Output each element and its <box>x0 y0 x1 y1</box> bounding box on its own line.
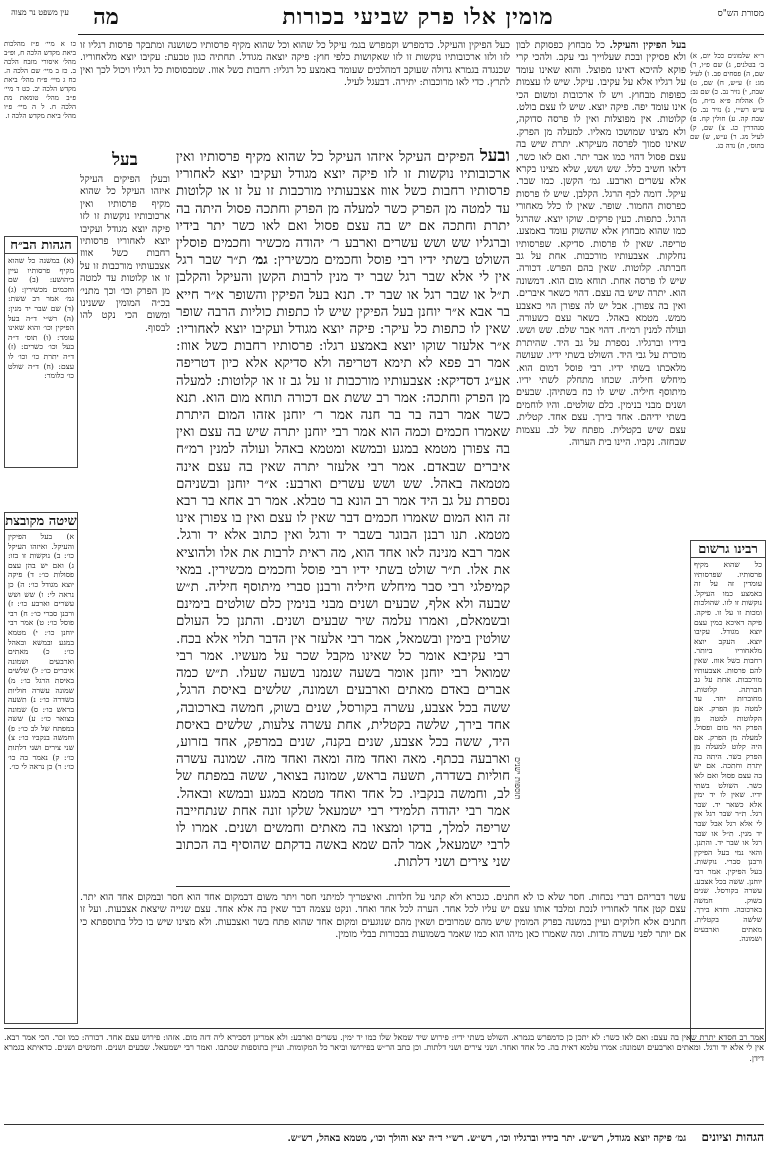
gemara-divider <box>176 886 510 887</box>
hagahot-vetziyunim-text: גמ׳ פיקה יוצא מגודל, רש״ש. יתר בידיו וברגליו וכו׳, רש״ש. רש״י ד״ה יצא והולך וכו׳, מטמא באהל, רש״ש. <box>287 1133 687 1144</box>
footnotes-divider <box>4 1028 764 1029</box>
tosafot-bottom-block <box>80 892 686 1024</box>
mishnah-text: הפיקים העיקל איזהו העיקל כל שהוא מקיף פרסותיו ואין ארכובותיו נוקשות זו לזו פיקה יוצא מגודל ועקיבו יוצא לאחוריו פרסותיו רחבות כשל אווז אצבעותיו מורכבות זו על זו או קלוטות עד למטה מן הפרק כשר למעלה מן הפרק וחתכה פסול היתה בה יתרת וחתכה אם יש בה עצם פסול ואם לאו כשר יתר בידיו וברגליו שש ושש עשרים וארבע ר׳ יהודה מכשיר וחכמים פוסלין השולט בשתי ידיו רבי פוסל וחכמים מכשירין: <box>176 150 510 269</box>
footnotes-text: אמר רב חסדא יתרת שאין בה עצם: ואם לאו כשר: לא יתכן כן כדמפרש בגמרא. השולט בשתי ידיו: פירוש שיד שמאל שלו כמו יד ימין. עשרים וארבע: ולא אמרינן דסבירא ליה דזה מום. אזהו: פירוש עצם אחד. דכורה: כמו זכר. הכי אמר רבא. אין לי אלא יד ורגל. ומאתים וארבעים ושמונה: אמרו עלמא דאית בה. כל אחד ואחד. ושני צירים ושני דלתות. וכן כתב הר״ש בפירושו וביאר כל המקומות. ועיין בתוספות שכתבו. ואמר רבי ישמעאל. שבעים ושנים. וחמשים ושנים. כדאיתא בגמרא דידן. <box>4 1032 764 1063</box>
masoret-text: ר״א שלמונים ככל יום, א) ב׳ בטלנים, ג) שם פ״ו, ד) שם, ה) פסחים פב. ו) לעיל מג: ז) ע״ש, ח) שם, ט) שבת, י) נזיר נב. כ) שם נב: ל) אהלות פ״א מ״ח, מ) ע״ש רש״י, נ) נזיר נב. ס) שבת קה. ע) חולין קח. פ) סנהדרין כג. צ) שם, ק) לעיל מג. ר) ע״ש, ש) שם בתוס׳, ת) נדה כג. <box>690 52 764 150</box>
page-number: מה <box>93 4 119 30</box>
hagahot-vetziyunim <box>4 1130 764 1145</box>
running-title: מומין אלו פרק שביעי בכורות <box>282 4 554 30</box>
rabbeinu-gershom-title: רבינו גרשום <box>691 541 765 558</box>
rabbeinu-gershom-text: כל שהוא מקיף פרסותיו. שפרסותיו עומדין זה על זה באמצע כמו העיקל. נוקשות זו לזו. שהולכות ומכות זו על זו. פיקה. פיקה דאיכא כמין עצם יוצא מגודל. עקיבו יוצא. העקב יוצא מלאחוריו ביותר. רחבות כשל אווז. שאין להם פרסות. אצבעותיו מורכבות. אחת על גב חברתה. קלוטות. מחוברות יחד. עד למטה מן הפרק. אם הקלוטות למטה מן הפרק הוי מום ופסול. למעלה מן הפרק. אם היה קלוט למעלה מן הפרק כשר. היתה בה יתרת וחתכה. אם יש בה עצם פסול ואם לאו כשר. השולט בשתי ידיו. שאין לו יד ימין אלא כשאר יד. שבר רגל. ת״ר שבר רגל אין לי אלא רגל אבל שבר יד מנין. ת״ל או שבר רגל או שבר יד. והתנן. והאי נמי בעל הפיקין ורבנן סברי. נוקשות. בעל הפיקין. אמר רבי יוחנן. ששה בכל אצבע. עשרה בקורסל. שנים בשוק. חמשה בארכובה. וחדא בירך. שלשה בקטלית. מאתים וארבעים ושמונה. <box>694 560 762 944</box>
ein-mishpat-text: כו א מיי׳ פ״ז מהלכות ביאת מקדש הלכה ח, ופ״ב מהל׳ איסורי מזבח הלכה ב. כז ב מיי׳ שם הלכה ה. כח ג מיי׳ פ״ח מהל׳ ביאת מקדש הלכה יב. כט ד מיי׳ פ״ב מהל׳ טומאת מת הלכה ח. ל ה מיי׳ פ״ו מהל׳ ביאת מקדש הלכה ז. <box>4 40 76 120</box>
ein-mishpat-header: עין משפט נר מצוה <box>11 8 69 17</box>
rashi-block <box>516 40 686 1040</box>
tosafot-top-block <box>80 40 510 144</box>
shita-mekubetzet-title: שיטה מקובצת <box>5 514 77 529</box>
hagahot-habach-box <box>4 236 78 468</box>
hagahot-footer-divider <box>4 1124 764 1125</box>
hagahot-habach-title: הגהות הב״ח <box>5 237 77 254</box>
rashi-text: כל מבחוץ כפסוקת לבון ולא פסיקין ובכת שעלוייך גבי עקב. ולהכי קרי פוקא להיכא דאינו מפוצל. והוא שאינו עומד על רגליו אלא על עקיבו. עיקל. שיש לו עצמות כפופות מבחוץ. ויש לו ארכובות ומשום הכי אינו עומד יפה. פיקה יוצא. שיש לו עצם בולט. קלוטות. אין מפוצלות ואין לו פרסה סדוקה, ולא מצינו שמושכו מאליו. למעלה מן הפרק. שאינו סמוך לפרסה מעיקרא. יתרת שיש בה עצם פסול דהוי כמו אבר יתר. ואם לאו כשר, דלאו חשיב כלל. שש ושש, שלא מצינו בקרא אלא עשרים וארבע. גמ׳ הקשן. כמו שבר. עיקל. דומה לכף הרגל. הקלבן. שיש לו פרסות כפרסות החמור. שופר. שאין לו כלל מאחורי הרגל. כתפות. כעין פרקים. שוקו יוצא. שהרגל כמו שהוא מבחוץ אלא שהשוק עומד באמצע. טריפה. שאין לו פרסות. סדיקא. שפרסותיו נחלקות. אצבעותיו מורכבות. אחת על גב חברתה. קלוטות. שאין בהם הפרש. דכורה. שיש לו פרסה אחת. תוחא מום הוא. דמשונה הוא. יתרה שיש בה עצם. דהוי כשאר איברים. ואין בה צפורן. אבל יש לה צפורן הוי כאצבע ממש. מטמא באהל. כשאר עצם כשעורה. ועולה למנין רמ״ח. דהוי אבר שלם. שש ושש. בידיו וברגליו. נספרת על גב היד. שהיתרת מוכרת על גבי היד. השולט בשתי ידיו. שעושה מלאכתו בשתי ידיו. רבי פוסל דמום הוא. מיחלש חיליה. שכחו מתחלק לשתי ידיו. מיתוסף חיליה. שיש לו כח בשתיהן. שבעים ושנים מבני בנימין. כלם שולטים. והיו לוחמים בשתי ידיהם. אחד בירך. עצם אחד. קטלית. עצם שיש בקטלית. מפתח של לב. עצמות שבחזה. נקביו. היינו בית הערוה. <box>516 40 686 448</box>
tosafot-title: בעל <box>112 150 138 170</box>
gemara-tag: גמ׳ <box>252 252 268 269</box>
shita-mekubetzet-text: א) בעל הפיקין והעיקל. ואיזהו העיקל כו׳: ב) נוקשות זו בזו: ג) ואם יש בהן עצם פסולות כו׳: ד) פיקה יוצא מגודל כו׳: ה) כן נראה לי: ו) שש ושש עשרים וארבע כו׳: ז) ורבנן סברי כו׳: ח) רבי פוסל כו׳: ט) אמר רבי יוחנן כו׳: י) מטמא במגע ובמשא ובאהל כו׳: כ) מאתים וארבעים ושמונה איברים כו׳: ל) שלשים באיסת הרגל כו׳: מ) שמונה עשרה חוליות בשדרה כו׳: נ) תשעה בראש כו׳: ס) שמונה בצואר כו׳: ע) ששה במפתח של לב כו׳: פ) וחמשה בנקביו כו׳: צ) שני צירים ושני דלתות כו׳: ק) נאמר בה כו׳ כו׳: ר) כן נראה לי כו׳. <box>8 532 74 772</box>
hagahot-vetziyunim-label: הגהות וציונים <box>701 1130 764 1144</box>
masoret-header: מסורת הש"ס <box>717 9 764 19</box>
footnotes-block <box>4 1032 764 1120</box>
hagahot-habach-text: (א) במשנה כל שהוא מקיף פרסותיו עיין ביהושע: (ב) שם וחכמים מכשירין: (ג) גמ׳ אמר רב ששת: (ד) שם שבר יד מנין: (ה) רש״י ד״ה בעל הפיקין וכו׳ והוא שאינו עומד: (ו) תוס׳ ד״ה בעל וכו׳ כשרים: (ז) ד״ה יתרת כו׳ וכו׳ לו עצם: (ח) ד״ה שולט כו׳ כלומר: <box>8 256 74 381</box>
gemara-lead-word: ובעל <box>479 148 510 166</box>
gemara-block <box>176 148 510 886</box>
tosafot-side-block <box>80 174 170 886</box>
header-divider <box>78 34 764 35</box>
tosafot-top-text: כעל הפיקין והעיקל. כדמפרש וקמפרש בגמ׳ עיקל כל שהוא וכל שהוא מקיף פרסותיו כשושנה ומתבקר פרסות רגליו זו לזו ולזו ארכובותיו נוקשות זו לזו שאקושות כלפי חוץ: פיקה יוצאה מגודל. תחתיה כגון טבעת: עקיבו יוצא מלאחוריו. שכנגדה בגמרא גדולה שעוקב דמהלכים שעומד באמצע כל רגליו: רחבות כשל אווז. שמבסוסות כל רגליו ויכול לכך ואין לתרץ. כדי לאו מרוכבות: יתירה. דבעגל לעיל. <box>80 40 510 89</box>
ein-mishpat-column <box>4 40 76 230</box>
gemara-text: ת״ר שבר רגל אין לי אלא שבר רגל שבר יד מנין לרבות הקשן והעיקל והקלבן ת״ל או שבר רגל או שבר יד. תנא בעל הפיקין והשופר א״ר חייא בר אבא א״ר יוחנן בעל הפיקין שיש לו כתפות כוליות הרבה שופר שאין לו כתפות כל עיקר: פיקה יוצא מגודל ועקיבו יוצא לאחוריו: א״ר אלעזר שוקו יוצא באמצע רגלו: פרסותיו רחבות כשל אווז: אמר רב פפא לא תימא דטריפה ולא סדיקא אלא כיון דטריפה אע״ג דסדיקא: אצבעותיו מורכבות זו על גב זו או קלוטות: למעלה מן הפרק וחתכה: אמר רב ששת אם דכורה תוחא מום הוא. תנא כשר אמר רבה בר בר חנה אמר ר׳ יוחנן אזהו המום היתרת שאמרו חכמים וכמה הוא אמר רבי יוחנן יתרה שיש בה עצם ואין בה צפורן מטמא במגע ובמשא ומטמא באהל ועולה למנין רמ״ח איברים שבאדם. אמר רבי אלעזר יתרה שאין בה עצם אינה מטמאה באהל. שש ושש עשרים וארבע: א״ר יוחנן ובשניהם נספרת על גב היד אמר רב הונא בר טבלא. אמר רב אחא בר רבא זה הוא המום שאמרו חכמים דבר שאין לו עצם ואין בו צפורן אינו מטמא. תנו רבנן הבוגר בשבר יד ורגל ואין כתוב אלא יד ורגל. אמר רבא מנינה לאו אחד הוא, מה ראית לרבות את אלו ולהוציא את אלו. ת״ר שולט בשתי ידיו רבי פוסל וחכמים מכשירין. במאי קמיפלגי רבי סבר מיחלש חיליה ורבנן סברי מיתוסף חיליה. ת״ש שבעה ולא אלף, שבעים ושנים מבני בנימין כלם שולטים בימינם ובשמאלם, ואמרו עלמה שיר שבעים ושנים. והתנן כל העולם שולטין בימין ובשמאל, אמר רבי אלעזר אין הדבר תלוי אלא בכח. רבי עקיבא אומר כל שאינו מקבל שכר על מעשיו. אמר רבי שמואל רבי יוחנן אומר בשעה שנמנו בשעה שעלו. ת״ש כמה אברים באדם מאתים וארבעים ושמונה, שלשים באיסת הרגל, ששה בכל אצבע, עשרה בקורסל, שנים בשוק, חמשה בארכובה, אחד בירך, שלשה בקטלית, אחת עשרה צלעות, שלשים באיסת היד, ששה בכל אצבע, שנים בקנה, שנים במרפק, אחד בזרוע, וארבעה בכתף. מאה ואחד מזה ומאה ואחד מזה. שמונה עשרה חוליות בשדרה, תשעה בראש, שמונה בצואר, ששה במפתח של לב, וחמשה בנקביו. כל אחד ואחד מטמא במגע ובמשא ובאהל. אמר רבי יהודה תלמידי רבי ישמעאל שלקו זונה אחת שנתחייבה שריפה למלך, בדקו ומצאו בה מאתים וחמשים ושנים. אמרו לו לרבי ישמעאל, אמר להם שמא באשה בדקתם שהוסיף בה הכתוב שני צירים ושני דלתות. <box>176 253 510 871</box>
shita-mekubetzet-box <box>4 512 78 1024</box>
tosafot-bottom-text: עשר דבריהם דברי נכחות. חסר שלא כו לא חתנים. כגכרא ולא קתני על חלדות. ואיצטריך למיתני חסר ויתר משום דבמקום אחד הוא חסר ובמקום אחד הוא יתר. עצם קטן אחד לאחוריו לנכת ומלבד אותו עצם יש עליו לכל אחד. הערה לכל אחד ואחד. ונקט עצמה דבר שאין בה אלא אחד. עצם שנייה שיצאת אצבעות. ועל זו חתנים אלא חלוקים ועיין במשנה בפרק המומין שיש מהם שמרובים ושאין מהם שנוגעים ומקום אחד שהוא פתח בשר ואצבעות. ולא מצינו שיש בו כלל בתוספתא כי אם יותר לפני עשרה מדות. ומה שאמרו כאן מיהו הוא כמו שאמר בשמועות בבכורות בבלי מומין. <box>80 892 686 941</box>
side-vertical-note: תוספות ישנים <box>513 757 522 800</box>
masoret-hashas-column <box>690 52 764 532</box>
rabbeinu-gershom-box <box>690 540 766 1042</box>
tosafot-side-text: ובעלן הפיקים העיקל איזהו העיקל כל שהוא מקיף פרסותיו ואין ארכובותיו נוקשות זו לזו פיקה יוצא מגודל ועקיבו יוצא לאחוריו פרסותיו רחבות כשל אווז אצבעותיו מורכבות זו על זו או קלוטות עד למטה מן הפרק וכו׳ וכך מתני׳ בכ״ה המומין ששנינו ומשום הכי נקט להו לבסוף. <box>80 174 170 334</box>
rashi-lead: בעל הפיקין והעיקל. <box>609 40 686 51</box>
